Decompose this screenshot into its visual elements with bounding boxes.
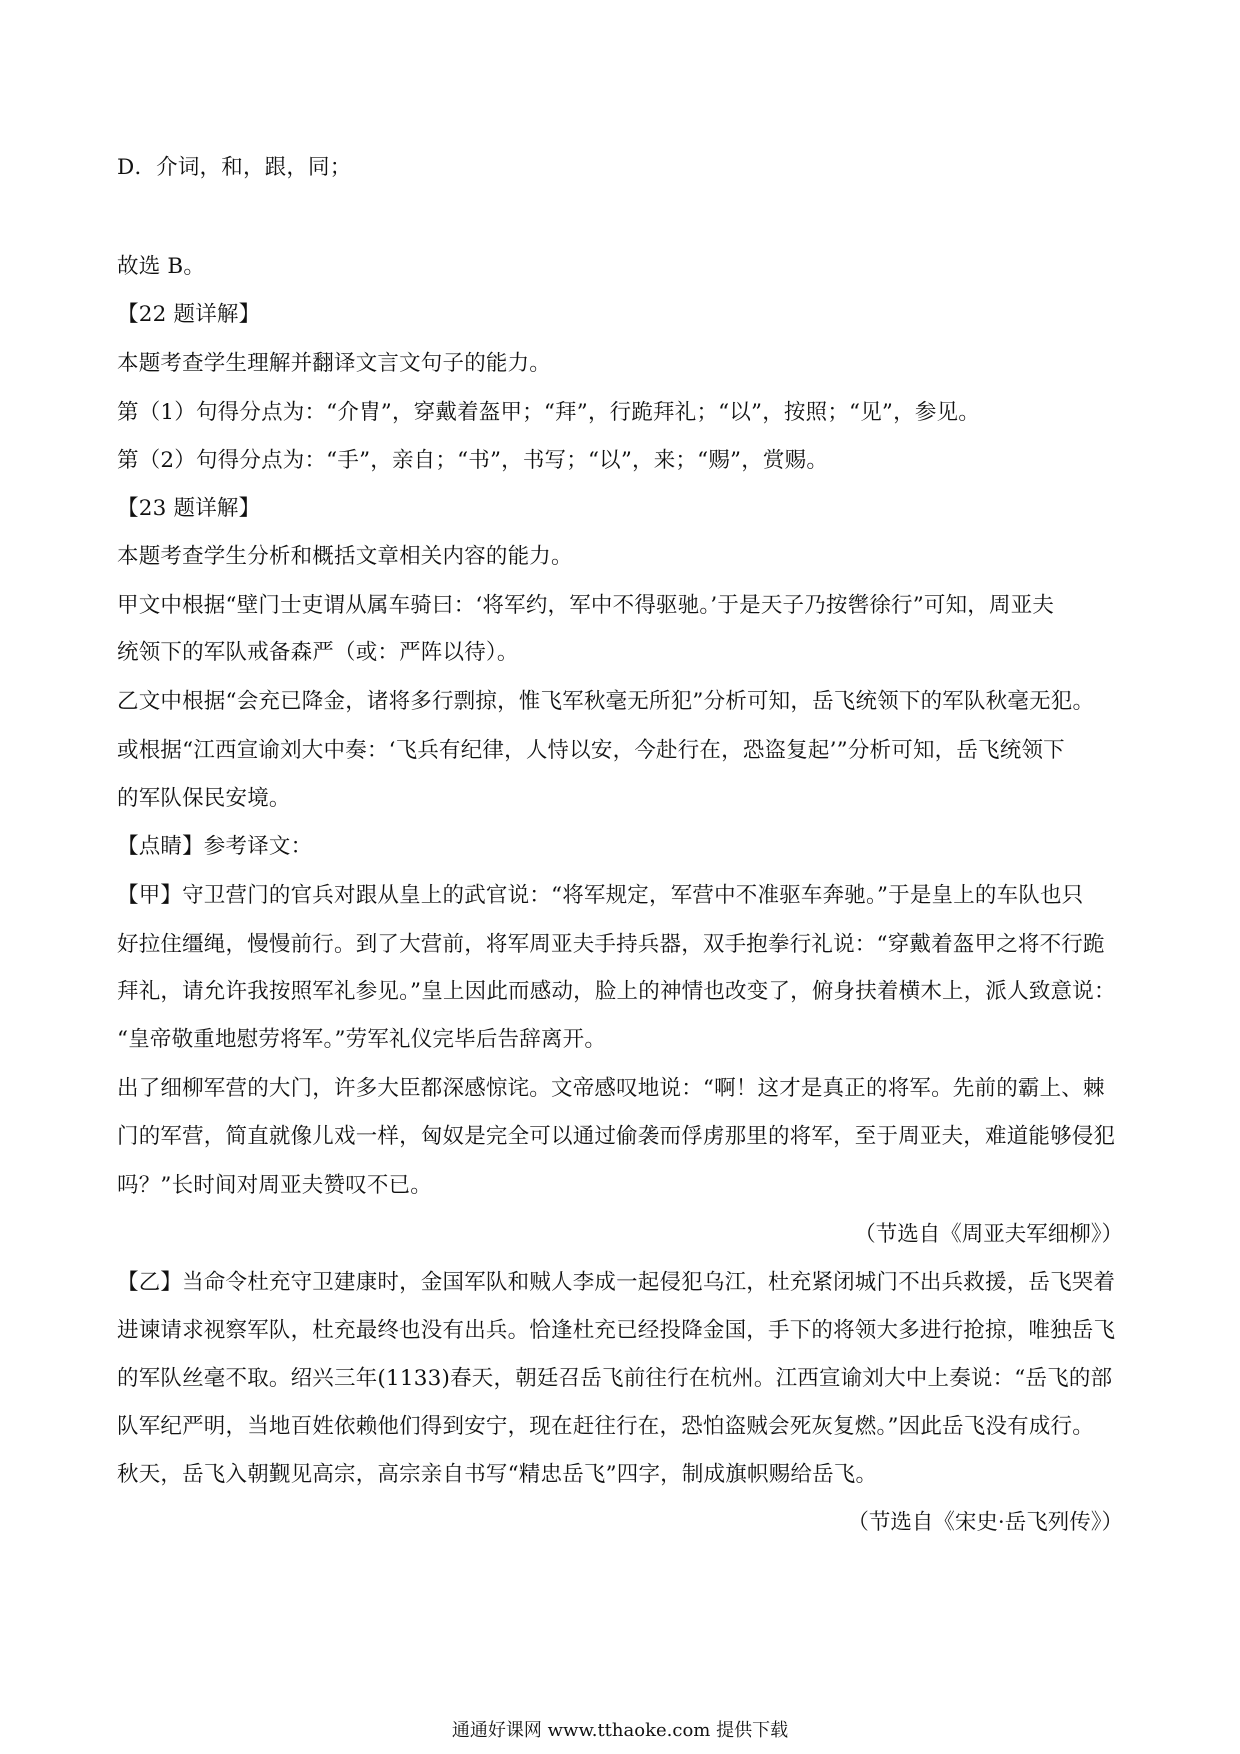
paragraph-line: 吗？”长时间对周亚夫赞叹不已。 bbox=[117, 1173, 432, 1198]
paragraph-line: 第（2）句得分点为：“手”，亲自；“书”，书写；“以”，来；“赐”，赏赐。 bbox=[117, 448, 829, 473]
paragraph-line: 进谏请求视察军队，杜充最终也没有出兵。恰逢杜充已经投降金国，手下的将领大多进行抢掠，唯独岳飞 bbox=[117, 1318, 1116, 1343]
paragraph-line: “皇帝敬重地慰劳将军。”劳军礼仪完毕后告辞离开。 bbox=[117, 1027, 607, 1052]
paragraph-line: 【乙】当命令杜充守卫建康时，金国军队和贼人李成一起侵犯乌江，杜充紧闭城门不出兵救援，岳飞哭着 bbox=[117, 1270, 1116, 1295]
paragraph-line: 门的军营，简直就像儿戏一样，匈奴是完全可以通过偷袭而俘虏那里的将军，至于周亚夫，难道能够侵犯 bbox=[117, 1124, 1116, 1149]
page-footer: 通通好课网 www.tthaoke.com 提供下载 bbox=[451, 1720, 789, 1741]
section-heading-23: 【23 题详解】 bbox=[117, 496, 261, 521]
paragraph-line: 本题考查学生理解并翻译文言文句子的能力。 bbox=[117, 351, 552, 376]
paragraph-line: 队军纪严明，当地百姓依赖他们得到安宁，现在赶往行在，恐怕盗贼会死灰复燃。”因此岳飞没有成行。 bbox=[117, 1414, 1094, 1439]
paragraph-line: 的军队丝毫不取。绍兴三年(1133)春天，朝廷召岳飞前往行在杭州。江西宣谕刘大中上奏说：“岳飞的部 bbox=[117, 1366, 1113, 1391]
paragraph-line: 出了细柳军营的大门，许多大臣都深感惊诧。文帝感叹地说：“啊！这才是真正的将军。先前的霸上、棘 bbox=[117, 1076, 1105, 1101]
section-heading-dianjing: 【点睛】参考译文： bbox=[117, 834, 313, 859]
paragraph-line: 甲文中根据“壁门士吏谓从属车骑曰：‘将军约，军中不得驱驰。’于是天子乃按辔徐行”可知，周亚夫 bbox=[117, 593, 1055, 618]
paragraph-line: 乙文中根据“会充已降金，诸将多行剽掠，惟飞军秋毫无所犯”分析可知，岳飞统领下的军队秋毫无犯。 bbox=[117, 689, 1095, 714]
paragraph-line: 【甲】守卫营门的官兵对跟从皇上的武官说：“将军规定，军营中不准驱车奔驰。”于是皇上的车队也只 bbox=[117, 883, 1084, 908]
answer-choice: 故选 B。 bbox=[117, 254, 206, 279]
paragraph-line: 的军队保民安境。 bbox=[117, 786, 291, 811]
paragraph-line: 统领下的军队戒备森严（或：严阵以待）。 bbox=[117, 640, 519, 665]
paragraph-line: 或根据“江西宣谕刘大中奏：‘飞兵有纪律，人恃以安，今赴行在，恐盗复起’”分析可知，岳飞统领下 bbox=[117, 738, 1065, 763]
paragraph-line: 第（1）句得分点为：“介胄”，穿戴着盔甲；“拜”，行跪拜礼；“以”，按照；“见”，参见。 bbox=[117, 400, 980, 425]
answer-option-d: D．介词，和，跟，同； bbox=[117, 155, 352, 180]
section-heading-22: 【22 题详解】 bbox=[117, 302, 261, 327]
source-citation: （节选自《周亚夫军细柳》） bbox=[854, 1222, 1123, 1247]
paragraph-line: 好拉住缰绳，慢慢前行。到了大营前，将军周亚夫手持兵器，双手抱拳行礼说：“穿戴着盔甲之将不行跪 bbox=[117, 932, 1105, 957]
paragraph-line: 拜礼，请允许我按照军礼参见。”皇上因此而感动，脸上的神情也改变了，俯身扶着横木上，派人致意说： bbox=[117, 979, 1116, 1004]
paragraph-line: 本题考查学生分析和概括文章相关内容的能力。 bbox=[117, 544, 573, 569]
paragraph-line: 秋天，岳飞入朝觐见高宗，高宗亲自书写“精忠岳飞”四字，制成旗帜赐给岳飞。 bbox=[117, 1462, 878, 1487]
source-citation: （节选自《宋史·岳飞列传》） bbox=[847, 1510, 1123, 1535]
